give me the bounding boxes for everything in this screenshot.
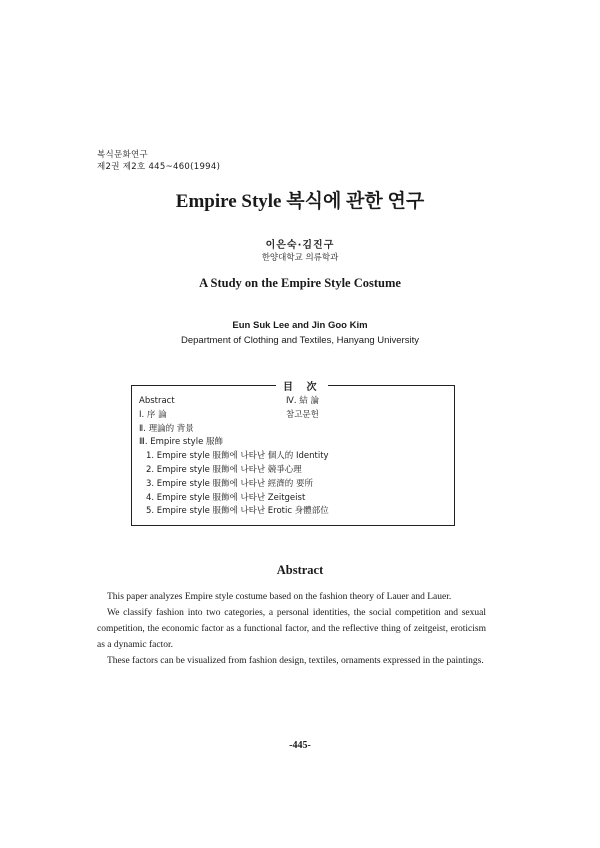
authors-korean: 이은숙·김진구	[265, 240, 335, 251]
journal-info	[97, 149, 220, 173]
paper-title-english: A Study on the Empire Style Costume	[199, 276, 401, 290]
abstract-body	[97, 589, 486, 669]
toc-subitem: 4. Empire style 服飾에 나타난 Zeitgeist	[146, 492, 306, 503]
toc-subitem: 1. Empire style 服飾에 나타난 個人的 Identity	[146, 451, 329, 462]
toc-item: Ⅱ. 理論的 背景	[139, 423, 194, 434]
abstract-heading: Abstract	[276, 563, 324, 577]
toc-item: Ⅲ. Empire style 服飾	[139, 437, 223, 448]
toc-item: Abstract	[139, 396, 175, 406]
toc-subitem: 2. Empire style 服飾에 나타난 競爭心理	[146, 464, 302, 475]
affiliation-english: Department of Clothing and Textiles, Hanyang University	[181, 335, 419, 346]
toc-subitem: 5. Empire style 服飾에 나타난 Erotic 身體部位	[146, 506, 329, 517]
toc-item: Ⅳ. 結 論	[286, 396, 319, 406]
toc-subitem: 3. Empire style 服飾에 나타난 經濟的 要所	[146, 478, 313, 489]
toc-right-column	[286, 395, 319, 423]
abstract-paragraph: This paper analyzes Empire style costume based on the fashion theory of Lauer and Lauer.	[107, 592, 452, 602]
paper-title-korean: Empire Style 복식에 관한 연구	[175, 191, 425, 212]
toc-item: 참고문헌	[286, 409, 319, 420]
abstract-paragraph: These factors can be visualized from fashion design, textiles, ornaments expressed in the paintings.	[107, 656, 484, 666]
toc-item: Ⅰ. 序 論	[139, 409, 167, 420]
page-number: -445-	[289, 740, 311, 751]
abstract-paragraph: We classify fashion into two categories, a personal identities, the social competition and sexual competition, the economic factor as a functional factor, and the reflective thing of zeitgeist, eroticism as a dynamic factor.	[97, 608, 486, 650]
toc-title: 目 次	[276, 378, 328, 393]
journal-issue: 제2권 제2호 445~460(1994)	[97, 162, 221, 172]
journal-name: 복식문화연구	[97, 150, 149, 160]
authors-english: Eun Suk Lee and Jin Goo Kim	[232, 320, 368, 331]
affiliation-korean: 한양대학교 의류학과	[261, 253, 339, 263]
